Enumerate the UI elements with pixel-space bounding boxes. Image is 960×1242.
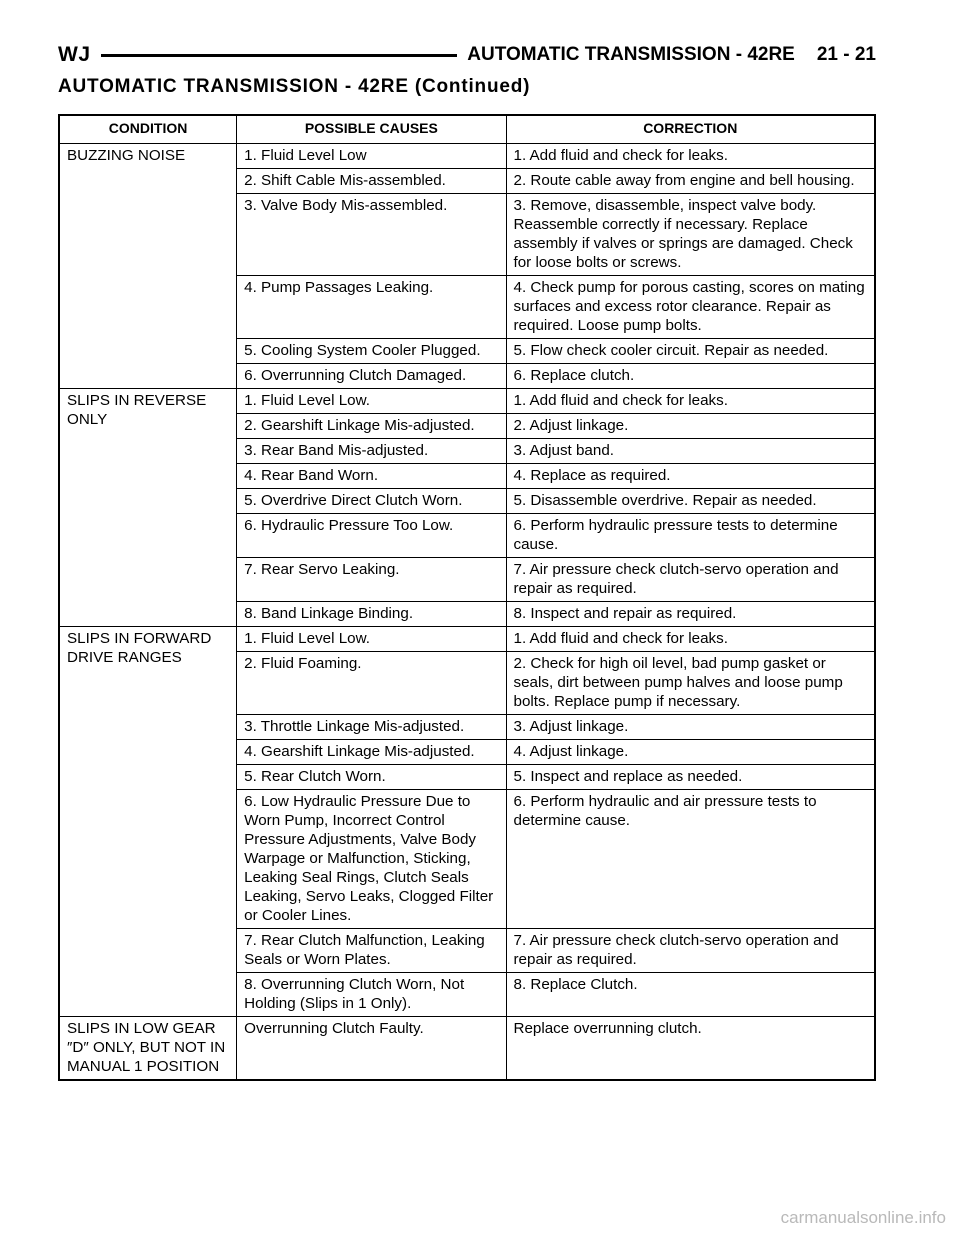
correction-cell: 5. Flow check cooler circuit. Repair as needed.	[506, 339, 875, 364]
correction-cell: 4. Adjust linkage.	[506, 740, 875, 765]
cause-cell: 5. Rear Clutch Worn.	[237, 765, 506, 790]
correction-cell: 3. Adjust linkage.	[506, 715, 875, 740]
page-header	[58, 40, 876, 70]
correction-cell: Replace overrunning clutch.	[506, 1017, 875, 1081]
correction-cell: 3. Adjust band.	[506, 439, 875, 464]
correction-cell: 1. Add fluid and check for leaks.	[506, 144, 875, 169]
correction-cell: 5. Disassemble overdrive. Repair as needed.	[506, 489, 875, 514]
cause-cell: 3. Valve Body Mis-assembled.	[237, 194, 506, 276]
cause-cell: 2. Gearshift Linkage Mis-adjusted.	[237, 414, 506, 439]
continued-title: AUTOMATIC TRANSMISSION - 42RE (Continued)	[58, 76, 531, 97]
condition-cell: BUZZING NOISE	[59, 144, 237, 389]
correction-cell: 5. Inspect and replace as needed.	[506, 765, 875, 790]
correction-cell: 2. Route cable away from engine and bell housing.	[506, 169, 875, 194]
cause-cell: 3. Throttle Linkage Mis-adjusted.	[237, 715, 506, 740]
table-header-row	[59, 115, 875, 144]
watermark: carmanualsonline.info	[780, 1208, 946, 1227]
cause-cell: 6. Low Hydraulic Pressure Due to Worn Pump, Incorrect Control Pressure Adjustments, Valve Body Warpage or Malfunction, Sticking, Leaking Seal Rings, Clutch Seals Leaking, Servo Leaks, Clogged Filter or Cooler Lines.	[237, 790, 506, 929]
cause-cell: 8. Band Linkage Binding.	[237, 602, 506, 627]
correction-cell: 7. Air pressure check clutch-servo operation and repair as required.	[506, 929, 875, 973]
correction-cell: 6. Perform hydraulic and air pressure tests to determine cause.	[506, 790, 875, 929]
page-number: 21 - 21	[816, 44, 876, 65]
section-title: AUTOMATIC TRANSMISSION - 42RE	[467, 44, 795, 65]
correction-cell: 8. Inspect and repair as required.	[506, 602, 875, 627]
correction-cell: 1. Add fluid and check for leaks.	[506, 627, 875, 652]
cause-cell: 8. Overrunning Clutch Worn, Not Holding (Slips in 1 Only).	[237, 973, 506, 1017]
correction-cell: 7. Air pressure check clutch-servo operation and repair as required.	[506, 558, 875, 602]
correction-cell: 6. Replace clutch.	[506, 364, 875, 389]
correction-cell: 1. Add fluid and check for leaks.	[506, 389, 875, 414]
table-row	[59, 627, 875, 652]
correction-cell: 4. Replace as required.	[506, 464, 875, 489]
correction-cell: 8. Replace Clutch.	[506, 973, 875, 1017]
condition-cell: SLIPS IN LOW GEAR ″D″ ONLY, BUT NOT IN MANUAL 1 POSITION	[59, 1017, 237, 1081]
cause-cell: 5. Cooling System Cooler Plugged.	[237, 339, 506, 364]
table-row	[59, 144, 875, 169]
cause-cell: 5. Overdrive Direct Clutch Worn.	[237, 489, 506, 514]
cause-cell: 3. Rear Band Mis-adjusted.	[237, 439, 506, 464]
cause-cell: 7. Rear Clutch Malfunction, Leaking Seals or Worn Plates.	[237, 929, 506, 973]
correction-cell: 2. Check for high oil level, bad pump gasket or seals, dirt between pump halves and loose pump bolts. Replace pump if necessary.	[506, 652, 875, 715]
table-row	[59, 389, 875, 414]
cause-cell: 4. Rear Band Worn.	[237, 464, 506, 489]
cause-cell: 6. Overrunning Clutch Damaged.	[237, 364, 506, 389]
column-header-condition: CONDITION	[59, 115, 237, 144]
condition-cell: SLIPS IN REVERSE ONLY	[59, 389, 237, 627]
cause-cell: 1. Fluid Level Low	[237, 144, 506, 169]
table-row	[59, 1017, 875, 1081]
model-code: WJ	[58, 43, 91, 66]
cause-cell: 2. Fluid Foaming.	[237, 652, 506, 715]
correction-cell: 4. Check pump for porous casting, scores on mating surfaces and excess rotor clearance. Repair as required. Loose pump bolts.	[506, 276, 875, 339]
cause-cell: 2. Shift Cable Mis-assembled.	[237, 169, 506, 194]
cause-cell: 1. Fluid Level Low.	[237, 627, 506, 652]
cause-cell: 6. Hydraulic Pressure Too Low.	[237, 514, 506, 558]
table-body	[59, 144, 875, 1081]
cause-cell: Overrunning Clutch Faulty.	[237, 1017, 506, 1081]
header-rule	[101, 54, 458, 57]
correction-cell: 2. Adjust linkage.	[506, 414, 875, 439]
correction-cell: 3. Remove, disassemble, inspect valve body. Reassemble correctly if necessary. Replace assembly if valves or springs are damaged. Check for loose bolts or screws.	[506, 194, 875, 276]
cause-cell: 4. Gearshift Linkage Mis-adjusted.	[237, 740, 506, 765]
correction-cell: 6. Perform hydraulic pressure tests to determine cause.	[506, 514, 875, 558]
diagnosis-table	[58, 114, 876, 1081]
cause-cell: 4. Pump Passages Leaking.	[237, 276, 506, 339]
column-header-correction: CORRECTION	[506, 115, 875, 144]
cause-cell: 7. Rear Servo Leaking.	[237, 558, 506, 602]
cause-cell: 1. Fluid Level Low.	[237, 389, 506, 414]
column-header-causes: POSSIBLE CAUSES	[237, 115, 506, 144]
condition-cell: SLIPS IN FORWARD DRIVE RANGES	[59, 627, 237, 1017]
